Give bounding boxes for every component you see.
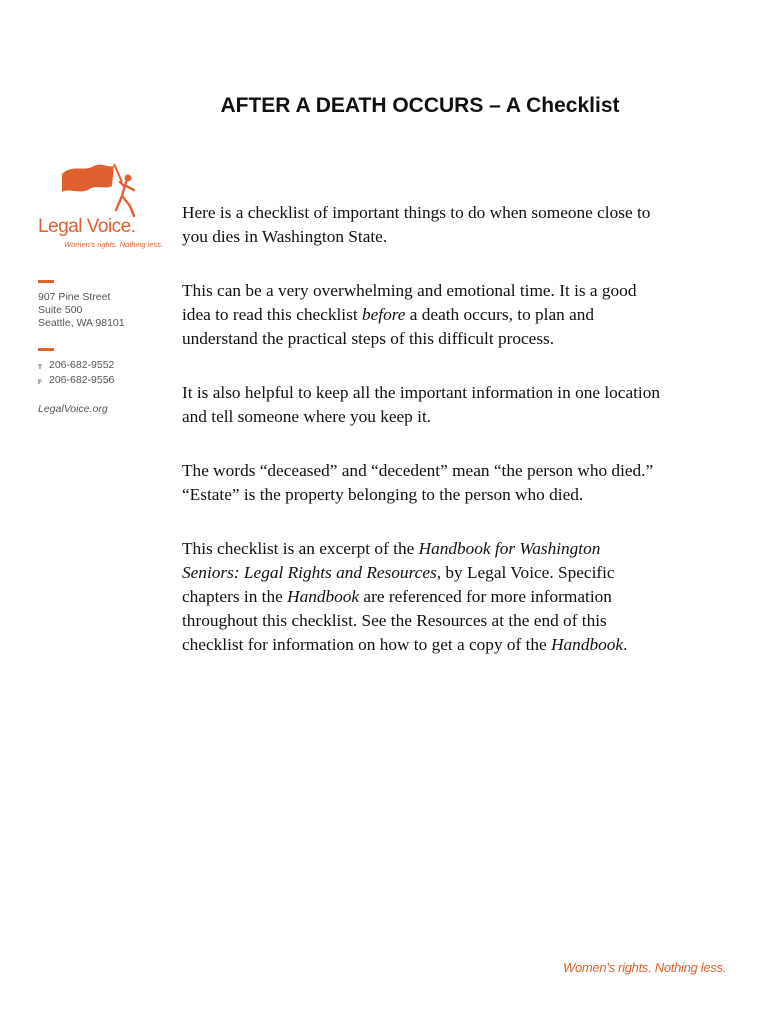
text-run: are referenced for more information throughout this checklist. See the Resources at the end of this checklist for information on how to get a copy of the bbox=[182, 587, 612, 654]
handbook-ref: Handbook bbox=[551, 635, 624, 654]
logo-tagline: Women’s rights. Nothing less. bbox=[64, 240, 164, 249]
contact-block bbox=[36, 348, 176, 389]
accent-divider bbox=[38, 348, 54, 351]
text-run: a death occurs, to plan and understand the practical steps of this difficult process. bbox=[182, 305, 595, 348]
paragraph-intro: Here is a checklist of important things to do when someone close to you dies in Washington State. bbox=[182, 203, 651, 246]
fax-label: F bbox=[38, 379, 42, 386]
paragraph-handbook bbox=[182, 537, 662, 657]
flag-runner-icon bbox=[58, 160, 148, 220]
body-text bbox=[182, 201, 662, 687]
text-run: . bbox=[623, 635, 628, 654]
website-link[interactable]: LegalVoice.org bbox=[38, 403, 108, 415]
text-run: This checklist is an excerpt of the bbox=[182, 539, 419, 558]
phone-row bbox=[38, 359, 176, 374]
address-line: 907 Pine Street bbox=[38, 291, 111, 303]
logo-wordmark: Legal Voice. bbox=[38, 216, 136, 237]
paragraph-definitions: The words “deceased” and “decedent” mean “the person who died.” “Estate” is the property belonging to the person who died. bbox=[182, 461, 654, 504]
phone-number: 206-682-9552 bbox=[49, 359, 115, 371]
address-line: Seattle, WA 98101 bbox=[38, 317, 125, 329]
paragraph-keep-info: It is also helpful to keep all the important information in one location and tell someone where you keep it. bbox=[182, 383, 661, 426]
address-block bbox=[36, 280, 176, 330]
phone-label: T bbox=[38, 364, 42, 371]
page-title: AFTER A DEATH OCCURS – A Checklist bbox=[220, 94, 620, 117]
fax-number: 206-682-9556 bbox=[49, 374, 115, 386]
handbook-ref: Handbook bbox=[287, 587, 360, 606]
accent-divider bbox=[38, 280, 54, 283]
legal-voice-logo bbox=[36, 160, 166, 250]
fax-row bbox=[38, 374, 176, 389]
text-run: , by Legal Voice. Specific chapters in the bbox=[182, 563, 615, 606]
letterhead-sidebar bbox=[36, 160, 176, 415]
address-line: Suite 500 bbox=[38, 304, 83, 316]
footer-tagline: Women’s rights. Nothing less. bbox=[562, 960, 726, 975]
handbook-title: Handbook for Washington Seniors: Legal Rights and Resources bbox=[182, 539, 601, 582]
paragraph-overwhelming bbox=[182, 279, 662, 351]
text-run: This can be a very overwhelming and emotional time. It is a good idea to read this checklist bbox=[182, 281, 637, 324]
emphasis: before bbox=[361, 305, 406, 324]
